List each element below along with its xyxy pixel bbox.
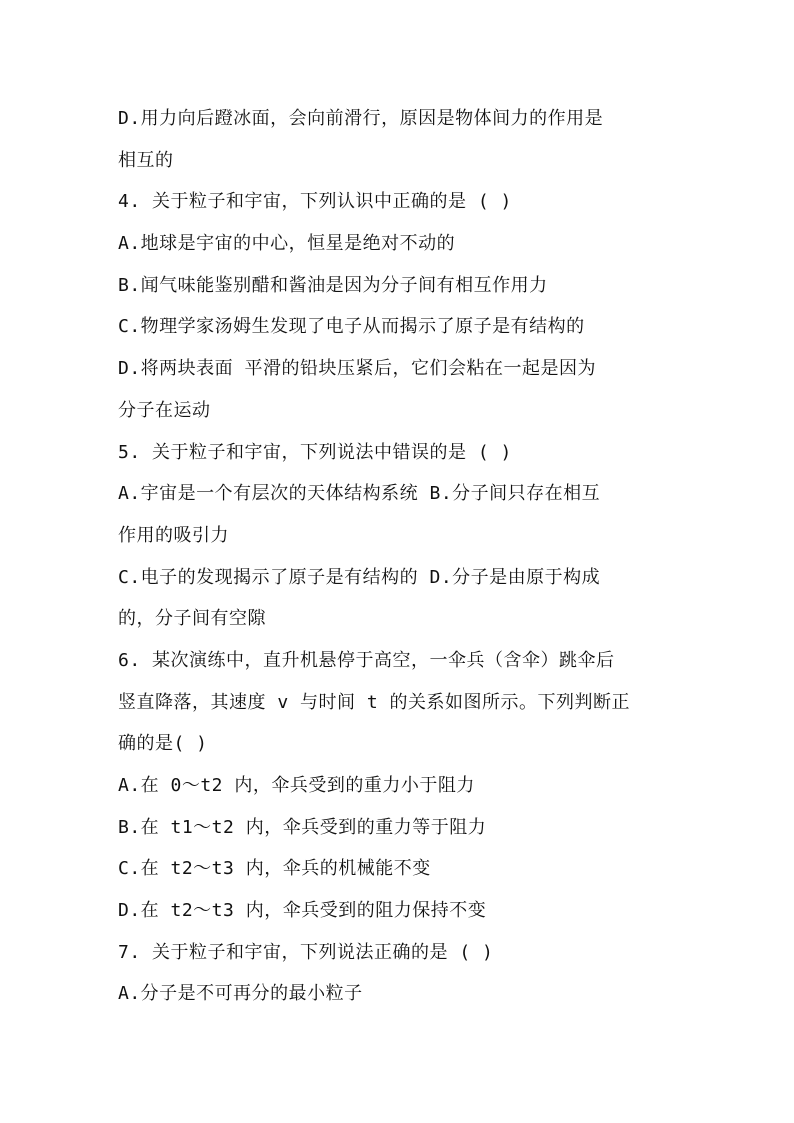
option-line: A.在 0～t2 内，伞兵受到的重力小于阻力 bbox=[118, 775, 475, 796]
text-line: 竖直降落，其速度 v 与时间 t 的关系如图所示。下列判断正 bbox=[118, 691, 631, 713]
option-line: A.地球是宇宙的中心，恒星是绝对不动的 bbox=[118, 233, 456, 255]
text-line: 相互的 bbox=[118, 149, 174, 171]
text-line: D.用力向后蹬冰面，会向前滑行，原因是物体间力的作用是 bbox=[118, 108, 604, 129]
question-7-stem: 7. 关于粒子和宇宙，下列说法正确的是 ( ) bbox=[118, 941, 494, 963]
option-line: B.在 t1～t2 内，伞兵受到的重力等于阻力 bbox=[118, 816, 487, 838]
question-6-stem: 6. 某次演练中，直升机悬停于高空，一伞兵（含伞）跳伞后 bbox=[118, 649, 615, 671]
text-line: 确的是( ) bbox=[118, 733, 208, 755]
option-line: D.在 t2～t3 内，伞兵受到的阻力保持不变 bbox=[118, 900, 487, 922]
text-line: 的，分子间有空隙 bbox=[118, 608, 266, 630]
option-line: C.在 t2～t3 内，伞兵的机械能不变 bbox=[118, 858, 431, 880]
text-line: 作用的吸引力 bbox=[118, 524, 229, 546]
option-line: D.将两块表面 平滑的铅块压紧后，它们会粘在一起是因为 bbox=[118, 358, 597, 380]
option-line: C.电子的发现揭示了原子是有结构的 D.分子是由原于构成 bbox=[118, 566, 601, 588]
question-4-stem: 4. 关于粒子和宇宙，下列认识中正确的是 ( ) bbox=[118, 191, 512, 213]
option-line: C.物理学家汤姆生发现了电子从而揭示了原子是有结构的 bbox=[118, 316, 585, 338]
option-line: A.分子是不可再分的最小粒子 bbox=[118, 983, 363, 1005]
option-line: A.宇宙是一个有层次的天体结构系统 B.分子间只存在相互 bbox=[118, 483, 601, 505]
text-line: 分子在运动 bbox=[118, 399, 211, 421]
question-5-stem: 5. 关于粒子和宇宙，下列说法中错误的是 ( ) bbox=[118, 441, 512, 463]
option-line: B.闻气味能鉴别醋和酱油是因为分子间有相互作用力 bbox=[118, 274, 548, 296]
document-body bbox=[118, 98, 688, 1015]
